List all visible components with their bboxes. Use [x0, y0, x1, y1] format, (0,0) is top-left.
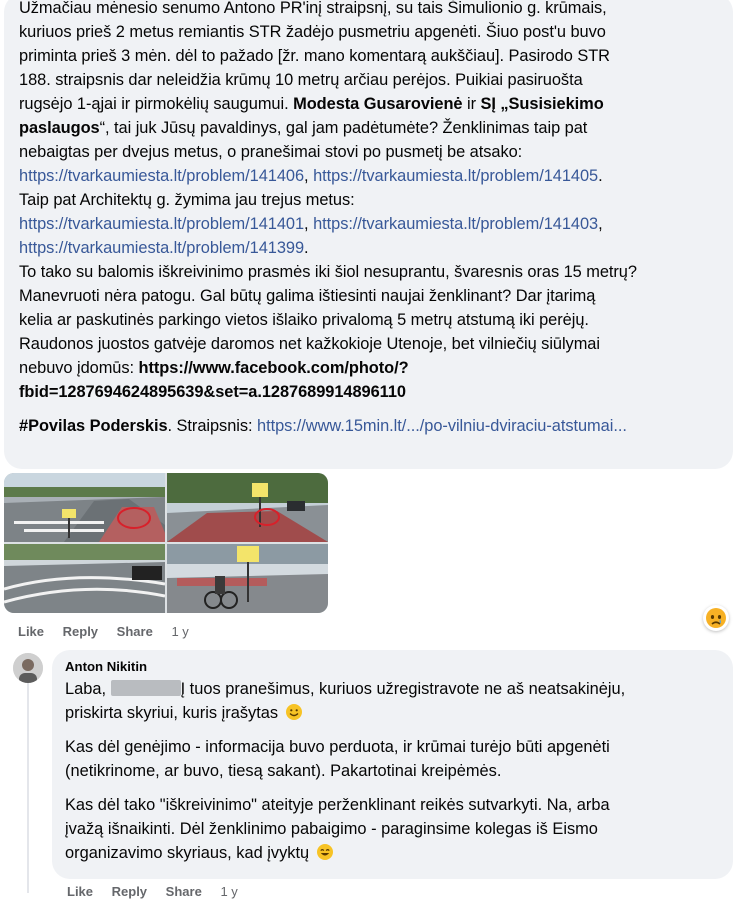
sad-face-icon[interactable]: [703, 605, 729, 631]
article-link[interactable]: https://www.15min.lt/.../po-vilniu-dviraciu-atstumai...: [257, 417, 627, 435]
avatar[interactable]: [13, 653, 43, 683]
reply-timestamp[interactable]: 1 y: [220, 884, 238, 899]
reply-line: [65, 701, 721, 725]
problem-link-141403[interactable]: https://tvarkaumiesta.lt/problem/141403: [313, 215, 599, 233]
reply-text: [65, 677, 721, 865]
post-line-text: “, tai juk Jūsų pavaldinys, gal jam padėtumėte? Ženklinimas taip pat: [99, 119, 588, 137]
problem-link-141405[interactable]: https://tvarkaumiesta.lt/problem/141405: [313, 167, 599, 185]
post-line: 188. straipsnis dar neleidžia krūmų 10 metrų arčiau perėjos. Puikiai pasiruošta: [19, 71, 583, 89]
problem-link-141401[interactable]: https://tvarkaumiesta.lt/problem/141401: [19, 215, 305, 233]
post-line-text: ir: [462, 95, 481, 113]
reply-button[interactable]: Reply: [62, 624, 99, 639]
post-line-text: rugsėjo 1-ąjai ir pirmokėlių saugumui.: [19, 95, 289, 113]
post-line: priminta prieš 3 mėn. dėl to pažado [žr. mano komentarą aukščiau]. Pasirodo STR: [19, 47, 610, 65]
reply-actions: [67, 884, 253, 899]
mention-susisiekimo-cont[interactable]: paslaugos: [19, 119, 100, 137]
photo-3[interactable]: [4, 544, 165, 613]
share-button[interactable]: Share: [116, 624, 153, 639]
post-line: Manevruoti nėra patogu. Gal būtų galima ištiesinti naujai ženklinant? Dar įtarimą: [19, 287, 596, 305]
reply-bubble: [52, 650, 733, 879]
photo-4[interactable]: [167, 544, 328, 613]
reply-reply-button[interactable]: Reply: [111, 884, 148, 899]
post-line: https://tvarkaumiesta.lt/problem/141406, https://tvarkaumiesta.lt/problem/141405.: [19, 167, 603, 185]
like-button[interactable]: Like: [18, 624, 45, 639]
post-text: [19, 0, 733, 438]
reply-line-text: organizavimo skyriaus, kad įvyktų: [65, 844, 310, 862]
reply-line-text: Laba,: [65, 680, 111, 698]
photo-1[interactable]: [4, 473, 165, 542]
post-line: https://tvarkaumiesta.lt/problem/141399.: [19, 239, 309, 257]
photo-2[interactable]: [167, 473, 328, 542]
post-bubble: [4, 0, 733, 469]
grin-icon: [316, 843, 334, 861]
reply-share-button[interactable]: Share: [165, 884, 202, 899]
post-line: kuriuos prieš 2 metus remiantis STR žadėjo pusmetriu apgenėti. Šiuo post'u buvo: [19, 23, 606, 41]
post-line: [19, 414, 733, 438]
post-line-text: nebuvo įdomūs:: [19, 359, 139, 377]
reply-line: [65, 841, 721, 865]
problem-link-141406[interactable]: https://tvarkaumiesta.lt/problem/141406: [19, 167, 305, 185]
mention-susisiekimo[interactable]: SĮ „Susisiekimo: [480, 95, 604, 113]
reply-line: (netikrinome, ar buvo, tiesą sakant). Pakartotinai kreipėmės.: [65, 762, 502, 780]
reply-line: Kas dėl genėjimo - informacija buvo perduota, ir krūmai turėjo būti apgenėti: [65, 738, 610, 756]
post-timestamp[interactable]: 1 y: [171, 624, 189, 639]
post-line: Taip pat Architektų g. žymima jau trejus metus:: [19, 191, 355, 209]
reply-line: įvažą išnaikinti. Dėl ženklinimo pabaigimo - paraginsime kolegas iš Eismo: [65, 820, 598, 838]
post-line: kelia ar paskutinės parkingo vietos išlaiko privalomą 5 metrų atstumą iki perėjų.: [19, 311, 589, 329]
reply-line-text: Į tuos pranešimus, kuriuos užregistravote ne aš neatsakinėju,: [180, 680, 626, 698]
facebook-photo-link[interactable]: https://www.facebook.com/photo/?: [138, 359, 409, 377]
post-line: nebaigtas per dvejus metus, o pranešimai stovi po pusmetį be atsako:: [19, 143, 523, 161]
redacted-name: [111, 680, 181, 696]
post-line: [19, 356, 733, 380]
facebook-photo-link-cont[interactable]: fbid=1287694624895639&set=a.1287689914896110: [19, 383, 406, 401]
post-line: [19, 92, 733, 116]
reply-like-button[interactable]: Like: [67, 884, 94, 899]
paragraph-gap: [19, 404, 733, 414]
reply-line-text: priskirta skyriui, kuris įrašytas: [65, 704, 279, 722]
smile-icon: [285, 703, 303, 721]
photo-collage[interactable]: [4, 473, 328, 613]
post-line: [19, 116, 733, 140]
reply-line: [65, 677, 721, 701]
hashtag-povilas[interactable]: #Povilas Poderskis: [19, 417, 168, 435]
problem-link-141399[interactable]: https://tvarkaumiesta.lt/problem/141399: [19, 239, 305, 257]
post-line: Užmačiau mėnesio senumo Antono PR'inį straipsnį, su tais Šimulionio g. krūmais,: [19, 0, 607, 17]
post-line: https://tvarkaumiesta.lt/problem/141401, https://tvarkaumiesta.lt/problem/141403,: [19, 215, 603, 233]
post-line-text: . Straipsnis:: [167, 417, 258, 435]
post-line: Raudonos juostos gatvėje daromos net kažkokioje Utenoje, bet vilniečių siūlymai: [19, 335, 600, 353]
post-line: To tako su balomis iškreivinimo prasmės iki šiol nesuprantu, švaresnis oras 15 metrų?: [19, 263, 637, 281]
reply-author[interactable]: Anton Nikitin: [65, 659, 148, 674]
post-actions: [18, 624, 204, 639]
mention-modesta[interactable]: Modesta Gusarovienė: [293, 95, 463, 113]
thread-line: [27, 683, 29, 893]
reply-line: Kas dėl tako "iškreivinimo" ateityje perženklinant reikės sutvarkyti. Na, arba: [65, 796, 610, 814]
